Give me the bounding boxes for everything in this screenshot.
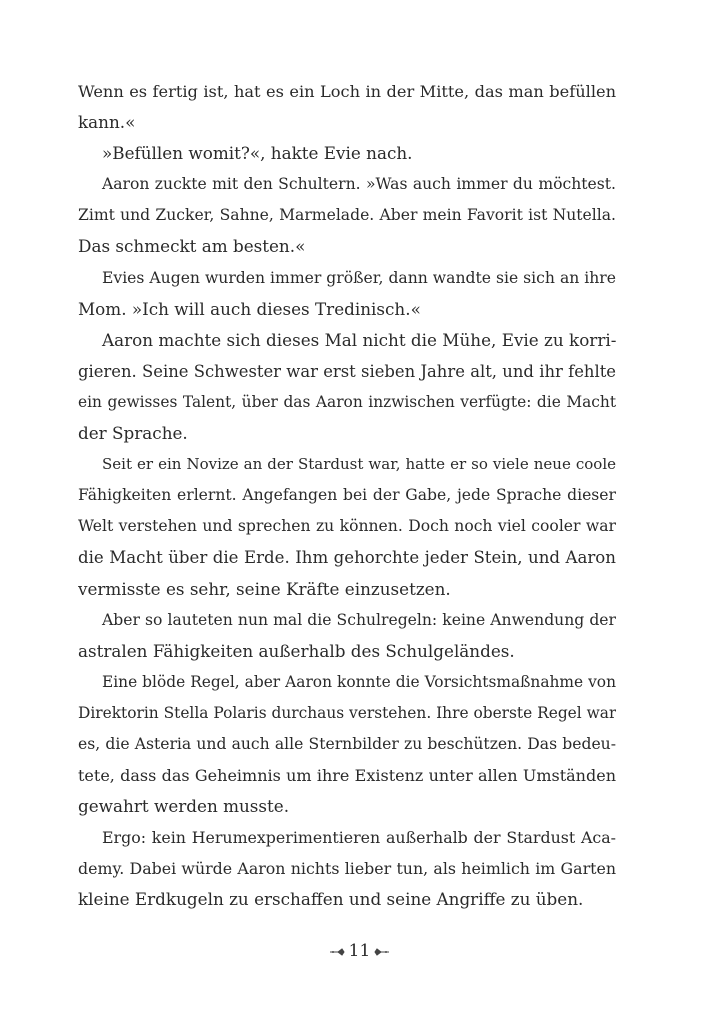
text-line: die Macht über die Erde. Ihm gehorchte jeder Stein, und Aaron <box>78 548 616 568</box>
text-line: Eine blöde Regel, aber Aaron konnte die Vorsichtsmaßnahme von <box>102 672 616 691</box>
text-line: »Befüllen womit?«, hakte Evie nach. <box>102 143 413 164</box>
text-line: Aber so lauteten nun mal die Schulregeln: keine Anwendung der <box>102 610 616 629</box>
text-line: Mom. »Ich will auch dieses Tredinisch.« <box>78 298 421 319</box>
text-line: der Sprache. <box>78 423 188 444</box>
text-line: ein gewisses Talent, über das Aaron inzwischen verfügte: die Macht <box>78 392 616 411</box>
text-line: Das schmeckt am besten.« <box>78 236 306 257</box>
text-line: Welt verstehen und sprechen zu können. Doch noch viel cooler war <box>78 517 616 536</box>
text-line: gieren. Seine Schwester war erst sieben Jahre alt, und ihr fehlte <box>78 361 616 381</box>
text-line: Seit er ein Novize an der Stardust war, hatte er so viele neue coole <box>102 455 616 474</box>
ornament-left-icon <box>329 947 345 957</box>
text-line: Wenn es fertig ist, hat es ein Loch in der Mitte, das man befüllen <box>78 82 616 101</box>
text-line: gewahrt werden musste. <box>78 796 290 817</box>
text-line: vermisste es sehr, seine Kräfte einzusetzen. <box>78 578 451 599</box>
text-line: demy. Dabei würde Aaron nichts lieber tun, als heimlich im Garten <box>78 859 616 879</box>
text-line: Aaron machte sich dieses Mal nicht die Mühe, Evie zu korri- <box>102 329 616 350</box>
text-line: es, die Asteria und auch alle Sternbilder zu beschützen. Das bedeu- <box>78 734 616 753</box>
ornament-right-icon <box>374 947 390 957</box>
page-number: 11 <box>348 941 371 961</box>
text-line: Evies Augen wurden immer größer, dann wandte sie sich an ihre <box>102 268 616 287</box>
text-line: astralen Fähigkeiten außerhalb des Schulgeländes. <box>78 640 515 661</box>
text-line: Fähigkeiten erlernt. Angefangen bei der Gabe, jede Sprache dieser <box>78 486 616 505</box>
text-line: Direktorin Stella Polaris durchaus verstehen. Ihre oberste Regel war <box>78 703 616 722</box>
text-line: kann.« <box>78 112 136 133</box>
text-line: Zimt und Zucker, Sahne, Marmelade. Aber mein Favorit ist Nutella. <box>78 206 616 225</box>
body-text <box>78 76 616 916</box>
text-line: kleine Erdkugeln zu erschaffen und seine Angriffe zu üben. <box>78 889 584 910</box>
text-line: tete, dass das Geheimnis um ihre Existenz unter allen Umständen <box>78 766 616 786</box>
text-line: Aaron zuckte mit den Schultern. »Was auch immer du möchtest. <box>102 175 616 194</box>
page-footer <box>0 936 719 966</box>
text-line: Ergo: kein Herumexperimentieren außerhalb der Stardust Aca- <box>102 828 616 848</box>
